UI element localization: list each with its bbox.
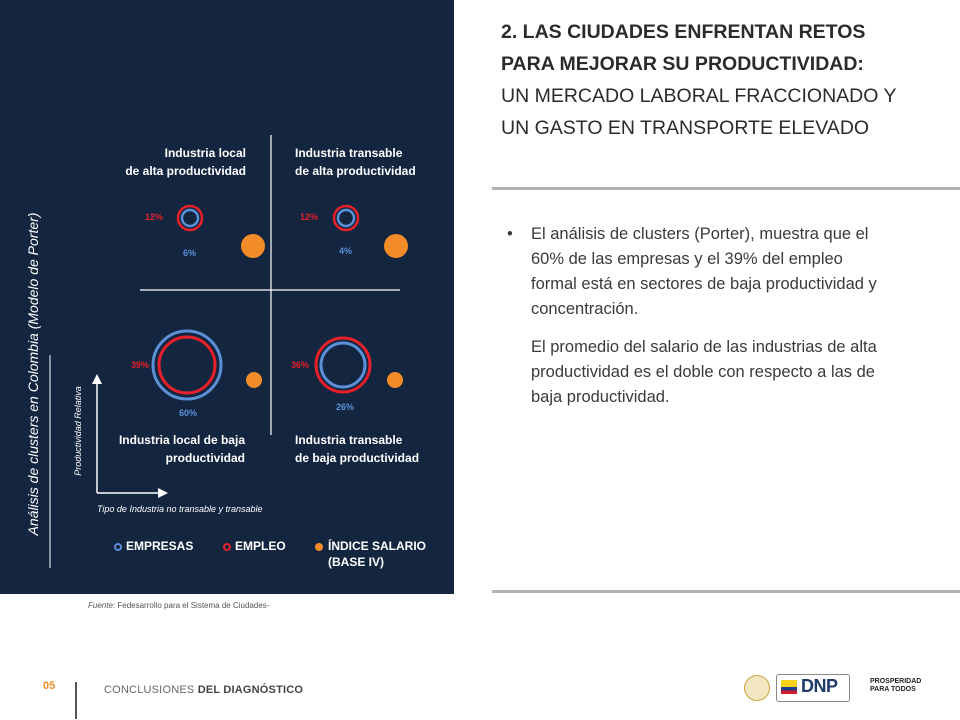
tl-quadrant-title [118,144,246,180]
bullet-item [507,222,887,322]
bl-quadrant-title [111,431,245,467]
legend-empleo: EMPLEO [235,539,286,553]
colombia-flag-icon [781,680,797,694]
br-empleo-circle [316,338,370,392]
legend-indice-line1: ÍNDICE SALARIO [328,539,427,553]
legend-empleo-icon [223,543,231,551]
x-axis-label: Tipo de Industria no transable y transable [97,504,263,514]
top-divider [492,187,960,190]
diagram-panel [0,0,454,594]
legend-empresas: EMPRESAS [126,539,194,553]
tr-quadrant-title [295,144,416,180]
title-line4: UN GASTO EN TRANSPORTE ELEVADO [501,117,870,139]
tr-empresas-circle [338,210,354,226]
bl-label-line1: Industria local de baja [118,433,245,447]
legend-indice-line2: (BASE IV) [328,555,385,569]
tl-indice-dot [241,234,265,258]
title-line1: 2. LAS CIUDADES ENFRENTAN RETOS [501,21,866,43]
br-empresas-circle [321,343,365,387]
tl-label-line1: Industria local [164,146,246,160]
br-label-line1: Industria transable [295,433,403,447]
side-title: Análisis de clusters en Colombia (Modelo de Porter) [25,212,41,536]
tr-label-line1: Industria transable [295,146,403,160]
tl-empresas-circle [182,210,198,226]
dnp-logo [776,674,850,702]
paragraph-1: El análisis de clusters (Porter), muestra que el 60% de las empresas y el 39% del empleo formal está en sectores de baja productividad y concentración. [531,225,877,318]
legend-indice-icon [315,543,323,551]
body-text [507,222,887,410]
tl-empresas-pct: 6% [183,248,197,258]
page-number: 05 [43,680,56,692]
br-indice-dot [387,372,403,388]
br-quadrant-title [295,431,419,467]
footer-section-bold: DEL DIAGNÓSTICO [197,684,304,696]
bl-indice-dot [246,372,262,388]
tr-empresas-pct: 4% [339,246,353,256]
tl-empleo-pct: 12% [145,212,164,222]
tr-indice-dot [384,234,408,258]
legend-empresas-icon [114,543,122,551]
tr-empleo-pct: 12% [300,212,319,222]
prosperidad-line1: PROSPERIDAD [870,678,922,685]
title-line3: UN MERCADO LABORAL FRACCIONADO Y [501,85,897,107]
bullet-icon: • [507,225,513,243]
legend-indice [328,538,426,570]
source-text: : Fedesarrollo para el Sistema de Ciudades- [112,601,270,610]
bl-empresas-circle [153,331,221,399]
page-title [501,16,956,144]
source-label: Fuente [88,601,113,610]
prosperidad-line2: PARA TODOS [870,686,916,693]
footer-section-normal: CONCLUSIONES [104,684,198,696]
x-axis-arrow [158,488,168,498]
dnp-logo-text: DNP [801,676,838,696]
bl-empresas-pct: 60% [179,408,198,418]
br-empleo-pct: 36% [291,360,310,370]
tr-label-line2: de alta productividad [295,164,416,178]
colombia-seal-icon [744,675,770,701]
bl-label-line2: productividad [165,451,245,465]
bl-empleo-circle [159,337,215,393]
paragraph-2: El promedio del salario de las industrias de alta productividad es el doble con respecto a las de baja productividad. [531,338,877,406]
y-axis-arrow [92,374,102,384]
tl-label-line2: de alta productividad [125,164,246,178]
footer-divider [75,682,77,719]
y-axis-label: Productividad Relativa [73,386,83,476]
title-line2: PARA MEJORAR SU PRODUCTIVIDAD: [501,53,864,75]
br-empresas-pct: 26% [336,402,355,412]
br-label-line2: de baja productividad [295,451,420,465]
bl-empleo-pct: 39% [131,360,150,370]
source-note [88,601,269,610]
footer-logos [740,672,940,704]
prosperidad-logo [870,678,921,694]
bottom-divider [492,590,960,593]
footer-section [104,684,303,696]
